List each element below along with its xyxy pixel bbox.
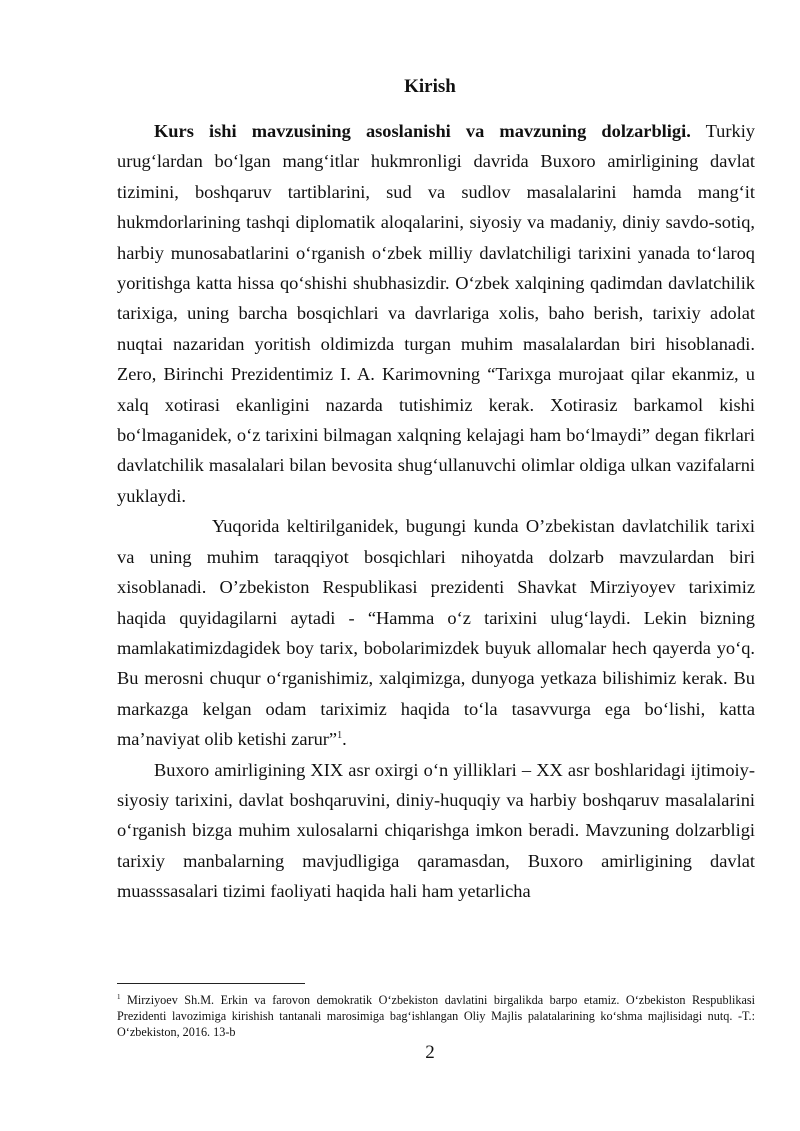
footnote-text: Mirziyoev Sh.M. Erkin va farovon demokratik O‘zbekiston davlatini birgalikda barpo etamiz. O‘zbekiston Respublikasi Prezidenti lavozimiga kirishish tantanali marosimiga bag‘ishlangan Oliy Majlis palatalarining ko‘shma majlisidagi nutq. -T.: O‘zbekiston, 2016. 13-b	[117, 993, 755, 1039]
footnote-divider	[117, 983, 305, 984]
paragraph-end-punctuation: .	[342, 729, 347, 750]
paragraph-history-quote	[117, 511, 755, 754]
page-number: 2	[425, 1042, 435, 1063]
paragraph-text: Yuqorida keltirilganidek, bugungi kunda O’zbekistan davlatchilik tarixi va uning muhim taraqqiyot bosqichlari nihoyatda dolzarb mavzulardan biri xisoblanadi. O’zbekiston Respublikasi prezidenti Shavkat Mirziyoyev tariximiz haqida quyidagilarni aytadi - “Hamma o‘z tarixini ulug‘laydi. Lekin bizning mamlakatimizdagidek boy tarix, bobolarimizdek buyuk allomalar hech qayerda yo‘q. Bu merosni chuqur o‘rganishimiz, xalqimizga, dunyoga yetkaza bilishimiz kerak. Bu markazga kelgan odam tariximiz haqida to‘la tasavvurga ega bo‘lishi, katta ma’naviyat olib ketishi zarur”	[117, 516, 755, 750]
paragraph-lead-heading: Kurs ishi mavzusining asoslanishi va mavzuning dolzarbligi.	[154, 121, 691, 141]
footnote	[117, 992, 755, 1040]
body-text	[117, 116, 755, 907]
paragraph-relevance	[117, 116, 755, 511]
footnote-reference[interactable]: 1	[337, 730, 343, 741]
footnote-marker: 1	[117, 992, 121, 1001]
paragraph-text: Turkiy urug‘lardan bo‘lgan mang‘itlar hukmronligi davrida Buxoro amirligining davlat tizimini, boshqaruv tartiblarini, sud va sudlov masalalarini hamda mang‘it hukmdorlarining tashqi diplomatik aloqalarini, siyosiy va madaniy, diniy savdo-sotiq, harbiy munosabatlarini o‘rganish o‘zbek milliy davlatchiligi tarixini yanada to‘laroq yoritishga katta hissa qo‘shishi shubhasizdir. O‘zbek xalqining qadimdan davlatchilik tarixiga, uning barcha bosqichlari va davrlariga xolis, baho berish, tarixiy adolat nuqtai nazaridan yoritish oldimizda turgan muhim masalalardan biri hisoblanadi. Zero, Birinchi Prezidentimiz I. A. Karimovning “Tarixga murojaat qilar ekanmiz, u xalq xotirasi ekanligini nazarda tutishimiz kerak. Xotirasiz barkamol kishi bo‘lmaganidek, o‘z tarixini bilmagan xalqning kelajagi ham bo‘lmaydi” degan fikrlari davlatchilik masalalari bilan bevosita shug‘ullanuvchi olimlar oldiga ulkan vazifalarni yuklaydi.	[117, 121, 756, 506]
paragraph-text: Buxoro amirligining XIX asr oxirgi o‘n yilliklari – XX asr boshlaridagi ijtimoiy-siyosiy tarixini, davlat boshqaruvini, diniy-huquqiy va harbiy boshqaruv masalalarini o‘rganish bizga muhim xulosalarni chiqarishga imkon beradi. Mavzuning dolzarbligi tarixiy manbalarning mavjudligiga qaramasdan, Buxoro amirligining davlat muasssasalari tizimi faoliyati haqida hali ham yetarlicha	[117, 759, 755, 902]
section-title: Kirish	[404, 76, 456, 97]
paragraph-bukhara-emirate	[117, 755, 755, 907]
